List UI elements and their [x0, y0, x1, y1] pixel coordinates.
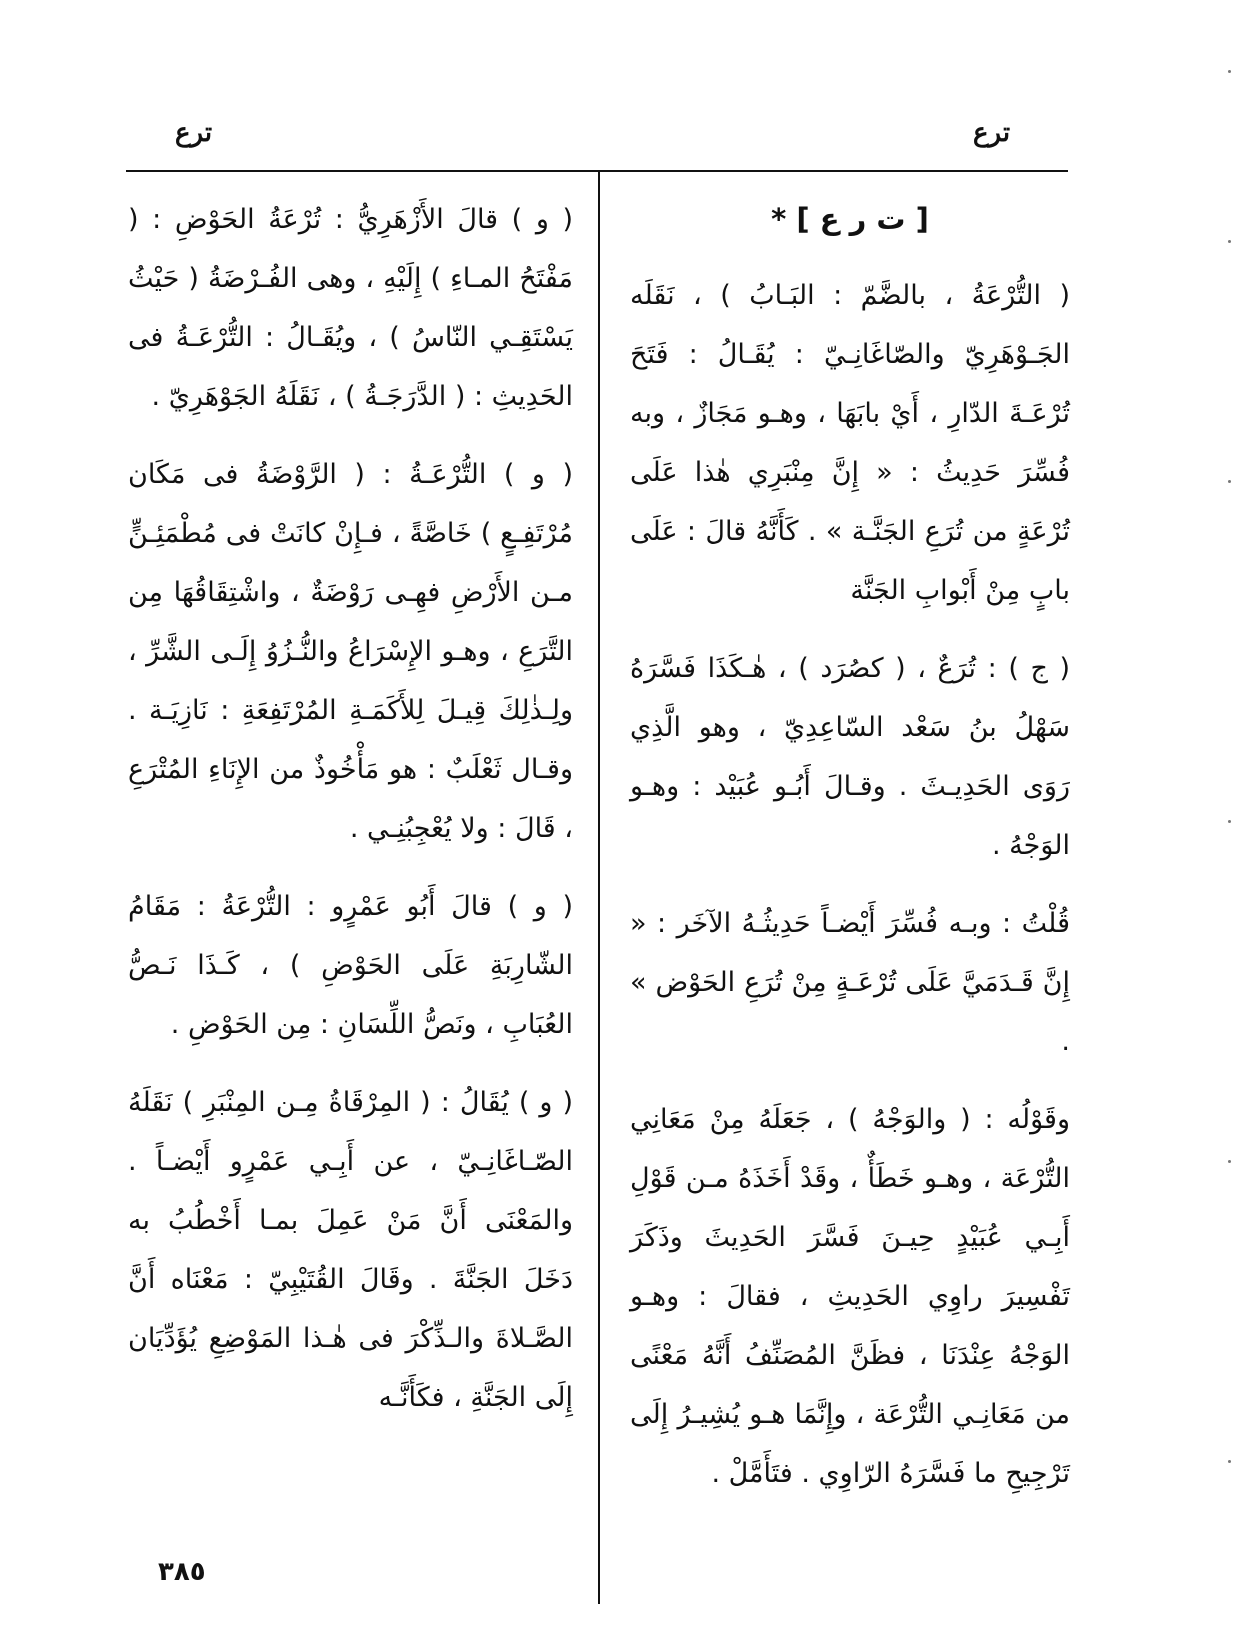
margin-edge-marks	[1228, 60, 1231, 1560]
edge-dot	[1228, 70, 1231, 73]
entry-paragraph: وقَوْلُه : ( والوَجْهُ ) ، جَعَلَهُ مِنْ مَعَانِي التُّرْعَة ، وهـو خَطَأٌ ، وقَدْ أَخَذَهُ مـن قَوْلِ أَبِـي عُبَيْدٍ حِيـنَ فَسَّرَ الحَدِيثَ وذَكَرَ تَفْسِيرَ راوِي الحَدِيثِ ، فقالَ : وهـو الوَجْهُ عِنْدَنَا ، فظَنَّ المُصَنِّفُ أَنَّهُ مَعْنًى من مَعَانِـي التُّرْعَة ، وإِنَّمَا هـو يُشِيـرُ إِلَى تَرْجِيحِ ما فَسَّرَهُ الرّاوِي . فتَأَمَّلْ .	[630, 1104, 1070, 1489]
edge-dot	[1228, 1160, 1231, 1163]
entry-paragraph: ( التُّرْعَةُ ، بالضَّمّ : البَـابُ ) ، نَقَلَه الجَـوْهَرِيّ والصّاغَانِـيّ : يُقَـالُ : فَتَحَ تُرْعَـةَ الدّارِ ، أَيْ بابَهَا ، وهـو مَجَازٌ ، وبه فُسِّرَ حَدِيثُ : « إِنَّ مِنْبَرِي هٰذا عَلَى تُرْعَةٍ من تُرَعِ الجَنَّـة » . كَأَنَّهُ قالَ : عَلَى بابٍ مِنْ أَبْوابِ الجَنَّة	[630, 280, 1070, 606]
entry-paragraph: ( و ) قالَ أَبُو عَمْرٍو : التُّرْعَةُ : مَقَامُ الشّارِبَةِ عَلَى الحَوْضِ ) ، كَـذَا نَـصُّ العُبَابِ ، ونَصُّ اللِّسَانِ : مِن الحَوْضِ .	[128, 891, 573, 1040]
entry-paragraph: ( و ) التُّرْعَـةُ : ( الرَّوْضَةُ فى مَكَان مُرْتَفِـعٍ ) خَاصَّةً ، فـإِنْ كانَتْ فى مُطْمَئِـنٍّ مـن الأَرْضِ فهِـى رَوْضَةٌ ، واشْتِقَاقُهَا مِن التَّرَعِ ، وهـو الإِسْرَاعُ والنُّـزُوُ إِلَـى الشَّرِّ ، ولِـذٰلِكَ قِيـلَ لِلأَكَمَـةِ المُرْتَفِعَةِ : نَازِيَـة . وقـال ثَعْلَبٌ : هو مَأْخُوذٌ من الإِنَاءِ المُتْرَعِ ، قَالَ : ولا يُعْجِبُنِـي .	[128, 459, 573, 844]
right-column	[630, 190, 1070, 1522]
running-head-left: ترع	[175, 118, 213, 148]
edge-dot	[1228, 1460, 1231, 1463]
edge-dot	[1228, 240, 1231, 243]
edge-dot	[1228, 480, 1231, 483]
entry-paragraph: ( ج ) : تُرَعٌ ، ( كصُرَد ) ، هٰـكَذَا فَسَّرَهُ سَهْلُ بنُ سَعْد السّاعِدِيّ ، وهو الَّذِي رَوَى الحَدِيـثَ . وقـالَ أَبُـو عُبَيْد : وهـو الوَجْهُ .	[630, 653, 1070, 861]
page-number: ٣٨٥	[158, 1557, 206, 1587]
entry-paragraph: ( و ) قالَ الأَزْهَرِيُّ : تُرْعَةُ الحَوْضِ : ( مَفْتَحُ المـاءِ ) إِلَيْهِ ، وهى الفُـرْضَةُ ( حَيْثُ يَسْتَقِـي النّاسُ ) ، ويُقَـالُ : التُّرْعَـةُ فى الحَدِيثِ : ( الدَّرَجَـةُ ) ، نَقَلَهُ الجَوْهَرِيّ .	[128, 204, 573, 412]
running-head-right: ترع	[973, 118, 1011, 148]
edge-dot	[1228, 820, 1231, 823]
column-divider	[598, 172, 600, 1604]
header-rule	[126, 170, 1068, 172]
root-heading: [ ت ر ع ] *	[771, 202, 929, 236]
left-column	[128, 190, 573, 1446]
entry-paragraph: قُلْتُ : وبـه فُسِّرَ أَيْضـاً حَدِيثُـهُ الآخَر : « إِنَّ قَـدَمَيَّ عَلَى تُرْعَـةٍ مِنْ تُرَعِ الحَوْض » .	[630, 908, 1070, 1057]
entry-paragraph: ( و ) يُقَالُ : ( المِرْقَاةُ مِـن المِنْبَرِ ) نَقَلَهُ الصّـاغَانِـيّ ، عن أَبِـي عَمْرٍو أَيْضـاً . والمَعْنَى أَنَّ مَنْ عَمِلَ بمـا أَخْطُبُ به دَخَلَ الجَنَّةَ . وقَالَ القُتَيْبِيّ : مَعْنَاه أَنَّ الصَّـلاةَ والـذِّكْرَ فى هٰـذا المَوْضِعِ يُؤَدِّيَان إِلَى الجَنَّةِ ، فكَأَنَّـه	[128, 1087, 573, 1413]
